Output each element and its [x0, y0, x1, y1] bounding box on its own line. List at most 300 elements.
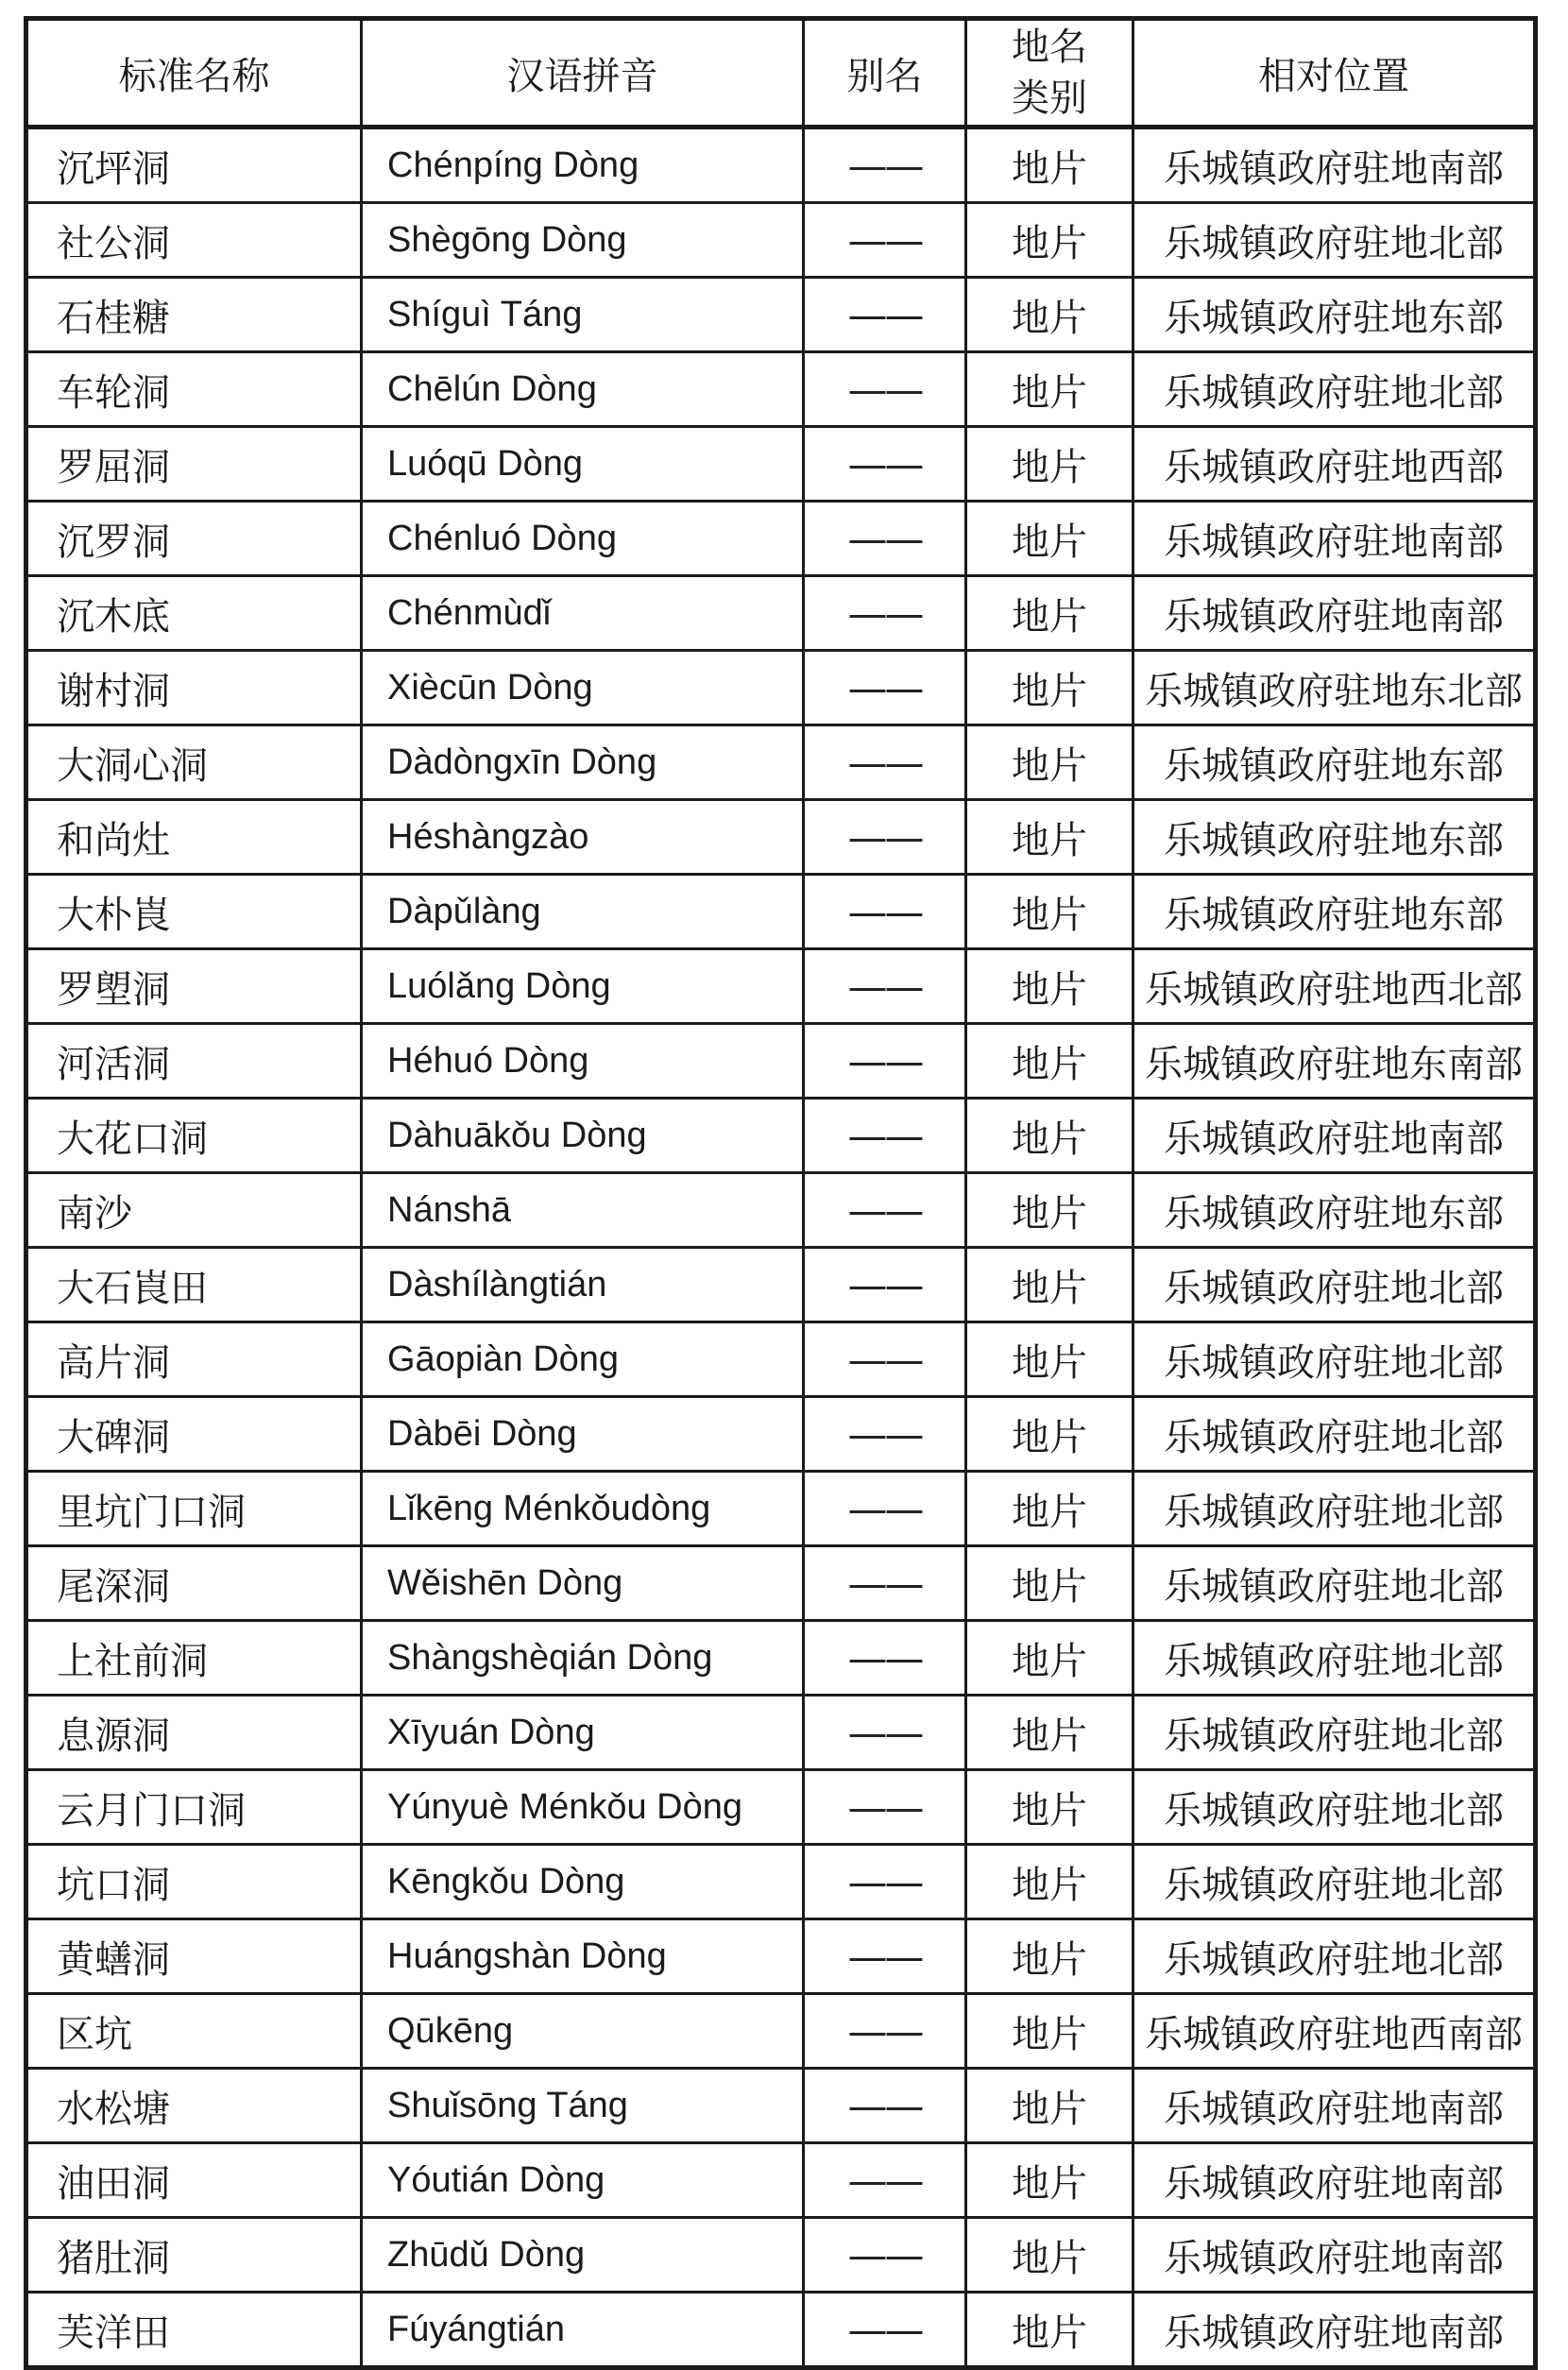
cell-pinyin: [362, 949, 804, 1024]
table-row: [26, 725, 1536, 800]
cell-pinyin: [362, 1770, 804, 1845]
category-text: 地片: [1012, 1266, 1087, 1309]
cell-alias: [804, 2218, 966, 2293]
alias-dash: ——: [847, 2007, 922, 2055]
category-text: 地片: [1012, 445, 1087, 488]
table-row: [26, 1173, 1536, 1248]
alias-dash: ——: [847, 1933, 922, 1980]
cell-alias: [804, 1248, 966, 1322]
relative-position-text: 乐城镇政府驻地北部: [1164, 1937, 1504, 1981]
relative-position-text: 乐城镇政府驻地北部: [1164, 1340, 1504, 1384]
table-body: [26, 128, 1536, 2368]
category-text: 地片: [1012, 2161, 1087, 2205]
cell-standard-name: [26, 352, 362, 427]
pinyin-text: Dàpǔlàng: [387, 891, 541, 931]
pinyin-text: Chénmùdǐ: [387, 592, 552, 633]
relative-position-text: 乐城镇政府驻地西部: [1164, 445, 1504, 488]
cell-standard-name: [26, 502, 362, 576]
standard-name-text: 油田洞: [57, 2161, 170, 2205]
standard-name-text: 沉木底: [57, 594, 170, 638]
cell-standard-name: [26, 800, 362, 875]
relative-position-text: 乐城镇政府驻地东部: [1164, 296, 1504, 339]
pinyin-text: Dàdòngxīn Dòng: [387, 742, 657, 782]
cell-category: [966, 725, 1133, 800]
table-row: [26, 1994, 1536, 2069]
category-text: 地片: [1012, 146, 1087, 190]
relative-position-text: 乐城镇政府驻地南部: [1164, 2236, 1504, 2279]
cell-alias: [804, 427, 966, 502]
relative-position-text: 乐城镇政府驻地北部: [1164, 1490, 1504, 1533]
relative-position-text: 乐城镇政府驻地北部: [1164, 1788, 1504, 1832]
cell-category: [966, 1994, 1133, 2069]
relative-position-text: 乐城镇政府驻地南部: [1164, 594, 1504, 638]
cell-standard-name: [26, 875, 362, 949]
cell-relative-position: [1133, 502, 1536, 576]
table-row: [26, 651, 1536, 725]
table-row: [26, 278, 1536, 352]
cell-pinyin: [362, 1546, 804, 1621]
table-row: [26, 1845, 1536, 1919]
standard-name-text: 息源洞: [57, 1714, 170, 1757]
cell-alias: [804, 1696, 966, 1770]
table-row: [26, 576, 1536, 651]
cell-alias: [804, 2069, 966, 2143]
cell-standard-name: [26, 2218, 362, 2293]
category-text: 地片: [1012, 594, 1087, 638]
cell-category: [966, 427, 1133, 502]
alias-dash: ——: [847, 1709, 922, 1756]
cell-standard-name: [26, 1472, 362, 1546]
cell-category: [966, 2143, 1133, 2218]
alias-dash: ——: [847, 1037, 922, 1084]
category-text: 地片: [1012, 818, 1087, 861]
relative-position-text: 乐城镇政府驻地南部: [1164, 2087, 1504, 2130]
relative-position-text: 乐城镇政府驻地西北部: [1145, 967, 1523, 1011]
table-row: [26, 2143, 1536, 2218]
category-text: 地片: [1012, 669, 1087, 712]
cell-category: [966, 2069, 1133, 2143]
cell-category: [966, 1472, 1133, 1546]
cell-alias: [804, 1919, 966, 1994]
pinyin-text: Wěishēn Dòng: [387, 1562, 623, 1603]
pinyin-text: Lǐkēng Ménkǒudòng: [387, 1488, 711, 1528]
cell-standard-name: [26, 1621, 362, 1696]
relative-position-text: 乐城镇政府驻地南部: [1164, 146, 1504, 190]
cell-alias: [804, 2143, 966, 2218]
cell-category: [966, 1845, 1133, 1919]
cell-alias: [804, 502, 966, 576]
cell-standard-name: [26, 1994, 362, 2069]
cell-alias: [804, 1770, 966, 1845]
standard-name-text: 罗屈洞: [57, 445, 170, 488]
cell-pinyin: [362, 1173, 804, 1248]
category-text: 地片: [1012, 2310, 1087, 2354]
cell-relative-position: [1133, 1173, 1536, 1248]
header-pinyin-label: 汉语拼音: [506, 55, 658, 97]
cell-alias: [804, 875, 966, 949]
standard-name-text: 里坑门口洞: [57, 1490, 246, 1533]
cell-standard-name: [26, 427, 362, 502]
header-relative-position: [1133, 19, 1536, 128]
cell-relative-position: [1133, 1845, 1536, 1919]
alias-dash: ——: [847, 739, 922, 786]
pinyin-text: Huángshàn Dòng: [387, 1935, 667, 1976]
cell-alias: [804, 651, 966, 725]
category-text: 地片: [1012, 1117, 1087, 1160]
alias-dash: ——: [847, 1560, 922, 1607]
cell-relative-position: [1133, 651, 1536, 725]
cell-alias: [804, 2293, 966, 2368]
table-row: [26, 800, 1536, 875]
cell-standard-name: [26, 1546, 362, 1621]
cell-standard-name: [26, 1397, 362, 1472]
header-alias: [804, 19, 966, 128]
cell-relative-position: [1133, 2293, 1536, 2368]
cell-pinyin: [362, 576, 804, 651]
relative-position-text: 乐城镇政府驻地北部: [1164, 1863, 1504, 1906]
pinyin-text: Zhūdǔ Dòng: [387, 2234, 586, 2275]
category-text: 地片: [1012, 1340, 1087, 1384]
cell-standard-name: [26, 1845, 362, 1919]
table-row: [26, 203, 1536, 278]
cell-category: [966, 203, 1133, 278]
standard-name-text: 猪肚洞: [57, 2236, 170, 2279]
standard-name-text: 黄蟮洞: [57, 1937, 170, 1981]
pinyin-text: Shàngshèqián Dòng: [387, 1637, 713, 1678]
pinyin-text: Fúyángtián: [387, 2309, 566, 2349]
pinyin-text: Yóutián Dòng: [387, 2159, 605, 2200]
relative-position-text: 乐城镇政府驻地北部: [1164, 1639, 1504, 1682]
relative-position-text: 乐城镇政府驻地北部: [1164, 221, 1504, 264]
category-text: 地片: [1012, 1042, 1087, 1085]
pinyin-text: Shègōng Dòng: [387, 219, 627, 260]
cell-standard-name: [26, 2069, 362, 2143]
cell-pinyin: [362, 1397, 804, 1472]
pinyin-text: Héshàngzào: [387, 816, 589, 857]
cell-standard-name: [26, 128, 362, 203]
cell-pinyin: [362, 2143, 804, 2218]
standard-name-text: 石桂糖: [57, 296, 170, 339]
table-row: [26, 1472, 1536, 1546]
alias-dash: ——: [847, 1410, 922, 1458]
cell-pinyin: [362, 1994, 804, 2069]
cell-relative-position: [1133, 875, 1536, 949]
cell-category: [966, 1621, 1133, 1696]
pinyin-text: Dàbēi Dòng: [387, 1413, 577, 1454]
table-row: [26, 875, 1536, 949]
category-text: 地片: [1012, 2236, 1087, 2279]
cell-pinyin: [362, 875, 804, 949]
relative-position-text: 乐城镇政府驻地北部: [1164, 1415, 1504, 1458]
cell-pinyin: [362, 1472, 804, 1546]
pinyin-text: Dàhuākǒu Dòng: [387, 1115, 647, 1155]
pinyin-text: Nánshā: [387, 1189, 511, 1230]
cell-standard-name: [26, 1696, 362, 1770]
cell-pinyin: [362, 1024, 804, 1099]
cell-standard-name: [26, 1770, 362, 1845]
alias-dash: ——: [847, 142, 922, 189]
standard-name-text: 尾深洞: [57, 1564, 170, 1608]
cell-standard-name: [26, 2143, 362, 2218]
category-text: 地片: [1012, 1937, 1087, 1981]
category-text: 地片: [1012, 1714, 1087, 1757]
cell-category: [966, 352, 1133, 427]
pinyin-text: Chénpíng Dòng: [387, 145, 639, 185]
category-text: 地片: [1012, 1788, 1087, 1832]
cell-alias: [804, 576, 966, 651]
cell-standard-name: [26, 1322, 362, 1397]
standard-name-text: 高片洞: [57, 1340, 170, 1384]
alias-dash: ——: [847, 888, 922, 935]
cell-category: [966, 502, 1133, 576]
cell-alias: [804, 1546, 966, 1621]
cell-pinyin: [362, 1845, 804, 1919]
standard-name-text: 水松塘: [57, 2087, 170, 2130]
table-row: [26, 1322, 1536, 1397]
cell-standard-name: [26, 1248, 362, 1322]
cell-category: [966, 1173, 1133, 1248]
header-relative-position-label: 相对位置: [1258, 55, 1409, 97]
category-text: 地片: [1012, 1415, 1087, 1458]
relative-position-text: 乐城镇政府驻地东部: [1164, 1191, 1504, 1235]
cell-standard-name: [26, 725, 362, 800]
cell-category: [966, 1919, 1133, 1994]
cell-category: [966, 1397, 1133, 1472]
cell-pinyin: [362, 2293, 804, 2368]
cell-standard-name: [26, 1919, 362, 1994]
cell-relative-position: [1133, 128, 1536, 203]
header-category: [966, 19, 1133, 128]
standard-name-text: 罗塱洞: [57, 967, 170, 1011]
category-text: 地片: [1012, 370, 1087, 414]
relative-position-text: 乐城镇政府驻地北部: [1164, 1266, 1504, 1309]
cell-pinyin: [362, 1919, 804, 1994]
category-text: 地片: [1012, 2087, 1087, 2130]
relative-position-text: 乐城镇政府驻地北部: [1164, 1714, 1504, 1757]
pinyin-text: Kēngkǒu Dòng: [387, 1861, 625, 1901]
relative-position-text: 乐城镇政府驻地东部: [1164, 743, 1504, 787]
table-row: [26, 1696, 1536, 1770]
alias-dash: ——: [847, 1485, 922, 1532]
pinyin-text: Shíguì Táng: [387, 294, 583, 334]
table-row: [26, 1024, 1536, 1099]
cell-standard-name: [26, 278, 362, 352]
cell-category: [966, 1099, 1133, 1173]
table-row: [26, 2069, 1536, 2143]
cell-category: [966, 875, 1133, 949]
standard-name-text: 沉坪洞: [57, 146, 170, 190]
header-alias-label: 别名: [846, 55, 923, 97]
cell-pinyin: [362, 203, 804, 278]
cell-alias: [804, 1994, 966, 2069]
cell-relative-position: [1133, 1696, 1536, 1770]
cell-category: [966, 2293, 1133, 2368]
alias-dash: ——: [847, 664, 922, 711]
cell-alias: [804, 1621, 966, 1696]
standard-name-text: 车轮洞: [57, 370, 170, 414]
standard-name-text: 和尚灶: [57, 818, 170, 861]
cell-alias: [804, 1845, 966, 1919]
standard-name-text: 大花口洞: [57, 1117, 208, 1160]
cell-relative-position: [1133, 427, 1536, 502]
standard-name-text: 社公洞: [57, 221, 170, 264]
cell-alias: [804, 1024, 966, 1099]
cell-alias: [804, 128, 966, 203]
relative-position-text: 乐城镇政府驻地西南部: [1145, 2012, 1523, 2055]
table-row: [26, 1919, 1536, 1994]
pinyin-text: Luóqū Dòng: [387, 443, 584, 484]
relative-position-text: 乐城镇政府驻地南部: [1164, 2161, 1504, 2205]
table-row: [26, 352, 1536, 427]
cell-standard-name: [26, 651, 362, 725]
cell-alias: [804, 352, 966, 427]
alias-dash: ——: [847, 2082, 922, 2129]
cell-category: [966, 576, 1133, 651]
cell-relative-position: [1133, 1546, 1536, 1621]
pinyin-text: Qūkēng: [387, 2010, 514, 2051]
cell-alias: [804, 1099, 966, 1173]
cell-category: [966, 1248, 1133, 1322]
table-row: [26, 502, 1536, 576]
cell-standard-name: [26, 2293, 362, 2368]
cell-pinyin: [362, 1322, 804, 1397]
table-row: [26, 1770, 1536, 1845]
standard-name-text: 坑口洞: [57, 1863, 170, 1906]
cell-relative-position: [1133, 576, 1536, 651]
relative-position-text: 乐城镇政府驻地南部: [1164, 2310, 1504, 2354]
standard-name-text: 河活洞: [57, 1042, 170, 1085]
category-text: 地片: [1012, 1639, 1087, 1682]
table-row: [26, 2218, 1536, 2293]
alias-dash: ——: [847, 963, 922, 1010]
alias-dash: ——: [847, 366, 922, 413]
cell-alias: [804, 725, 966, 800]
cell-category: [966, 1696, 1133, 1770]
table-row: [26, 427, 1536, 502]
category-text: 地片: [1012, 893, 1087, 936]
alias-dash: ——: [847, 1783, 922, 1831]
alias-dash: ——: [847, 2157, 922, 2204]
cell-relative-position: [1133, 203, 1536, 278]
alias-dash: ——: [847, 813, 922, 861]
relative-position-text: 乐城镇政府驻地东南部: [1145, 1042, 1523, 1085]
cell-alias: [804, 800, 966, 875]
standard-name-text: 南沙: [57, 1191, 132, 1235]
cell-standard-name: [26, 1024, 362, 1099]
table-row: [26, 1621, 1536, 1696]
category-text: 地片: [1012, 520, 1087, 563]
cell-relative-position: [1133, 949, 1536, 1024]
cell-category: [966, 1770, 1133, 1845]
cell-pinyin: [362, 128, 804, 203]
cell-category: [966, 800, 1133, 875]
table-row: [26, 1397, 1536, 1472]
relative-position-text: 乐城镇政府驻地南部: [1164, 520, 1504, 563]
relative-position-text: 乐城镇政府驻地北部: [1164, 1564, 1504, 1608]
pinyin-text: Xīyuán Dòng: [387, 1712, 595, 1752]
pinyin-text: Shuǐsōng Táng: [387, 2085, 628, 2125]
cell-alias: [804, 278, 966, 352]
cell-relative-position: [1133, 2143, 1536, 2218]
relative-position-text: 乐城镇政府驻地东部: [1164, 818, 1504, 861]
pinyin-text: Luólǎng Dòng: [387, 965, 611, 1006]
cell-pinyin: [362, 2069, 804, 2143]
alias-dash: ——: [847, 1112, 922, 1159]
relative-position-text: 乐城镇政府驻地东北部: [1145, 669, 1523, 712]
header-standard-name: [26, 19, 362, 128]
cell-pinyin: [362, 1621, 804, 1696]
cell-relative-position: [1133, 1248, 1536, 1322]
standard-name-text: 谢村洞: [57, 669, 170, 712]
pinyin-text: Dàshílàngtián: [387, 1264, 607, 1304]
cell-category: [966, 2218, 1133, 2293]
cell-category: [966, 128, 1133, 203]
header-pinyin: [362, 19, 804, 128]
alias-dash: ——: [847, 1634, 922, 1681]
alias-dash: ——: [847, 1186, 922, 1234]
pinyin-text: Xiècūn Dòng: [387, 667, 593, 708]
cell-relative-position: [1133, 2069, 1536, 2143]
cell-relative-position: [1133, 1621, 1536, 1696]
cell-relative-position: [1133, 725, 1536, 800]
cell-pinyin: [362, 502, 804, 576]
cell-relative-position: [1133, 1397, 1536, 1472]
category-text: 地片: [1012, 221, 1087, 264]
alias-dash: ——: [847, 1261, 922, 1308]
cell-relative-position: [1133, 1099, 1536, 1173]
cell-relative-position: [1133, 1994, 1536, 2069]
relative-position-text: 乐城镇政府驻地东部: [1164, 893, 1504, 936]
category-text: 地片: [1012, 2012, 1087, 2055]
category-text: 地片: [1012, 1490, 1087, 1533]
cell-category: [966, 1024, 1133, 1099]
table-row: [26, 1099, 1536, 1173]
cell-category: [966, 278, 1133, 352]
pinyin-text: Gāopiàn Dòng: [387, 1338, 620, 1379]
cell-alias: [804, 1397, 966, 1472]
header-row: [26, 19, 1536, 128]
cell-relative-position: [1133, 800, 1536, 875]
cell-pinyin: [362, 725, 804, 800]
cell-pinyin: [362, 352, 804, 427]
cell-relative-position: [1133, 1919, 1536, 1994]
alias-dash: ——: [847, 291, 922, 338]
place-names-table: [24, 16, 1538, 2370]
standard-name-text: 沉罗洞: [57, 520, 170, 563]
category-text: 地片: [1012, 743, 1087, 787]
standard-name-text: 云月门口洞: [57, 1788, 246, 1832]
category-text: 地片: [1012, 967, 1087, 1011]
pinyin-text: Chénluó Dòng: [387, 518, 617, 558]
standard-name-text: 上社前洞: [57, 1639, 208, 1682]
category-text: 地片: [1012, 1564, 1087, 1608]
table-row: [26, 2293, 1536, 2368]
table-row: [26, 128, 1536, 203]
relative-position-text: 乐城镇政府驻地北部: [1164, 370, 1504, 414]
cell-pinyin: [362, 651, 804, 725]
standard-name-text: 大石崀田: [57, 1266, 208, 1309]
cell-category: [966, 651, 1133, 725]
cell-category: [966, 1322, 1133, 1397]
category-text: 地片: [1012, 1191, 1087, 1235]
cell-standard-name: [26, 1099, 362, 1173]
cell-pinyin: [362, 1248, 804, 1322]
cell-category: [966, 949, 1133, 1024]
standard-name-text: 大碑洞: [57, 1415, 170, 1458]
header-category-label: 地名类别: [1012, 26, 1087, 119]
cell-standard-name: [26, 576, 362, 651]
cell-relative-position: [1133, 2218, 1536, 2293]
